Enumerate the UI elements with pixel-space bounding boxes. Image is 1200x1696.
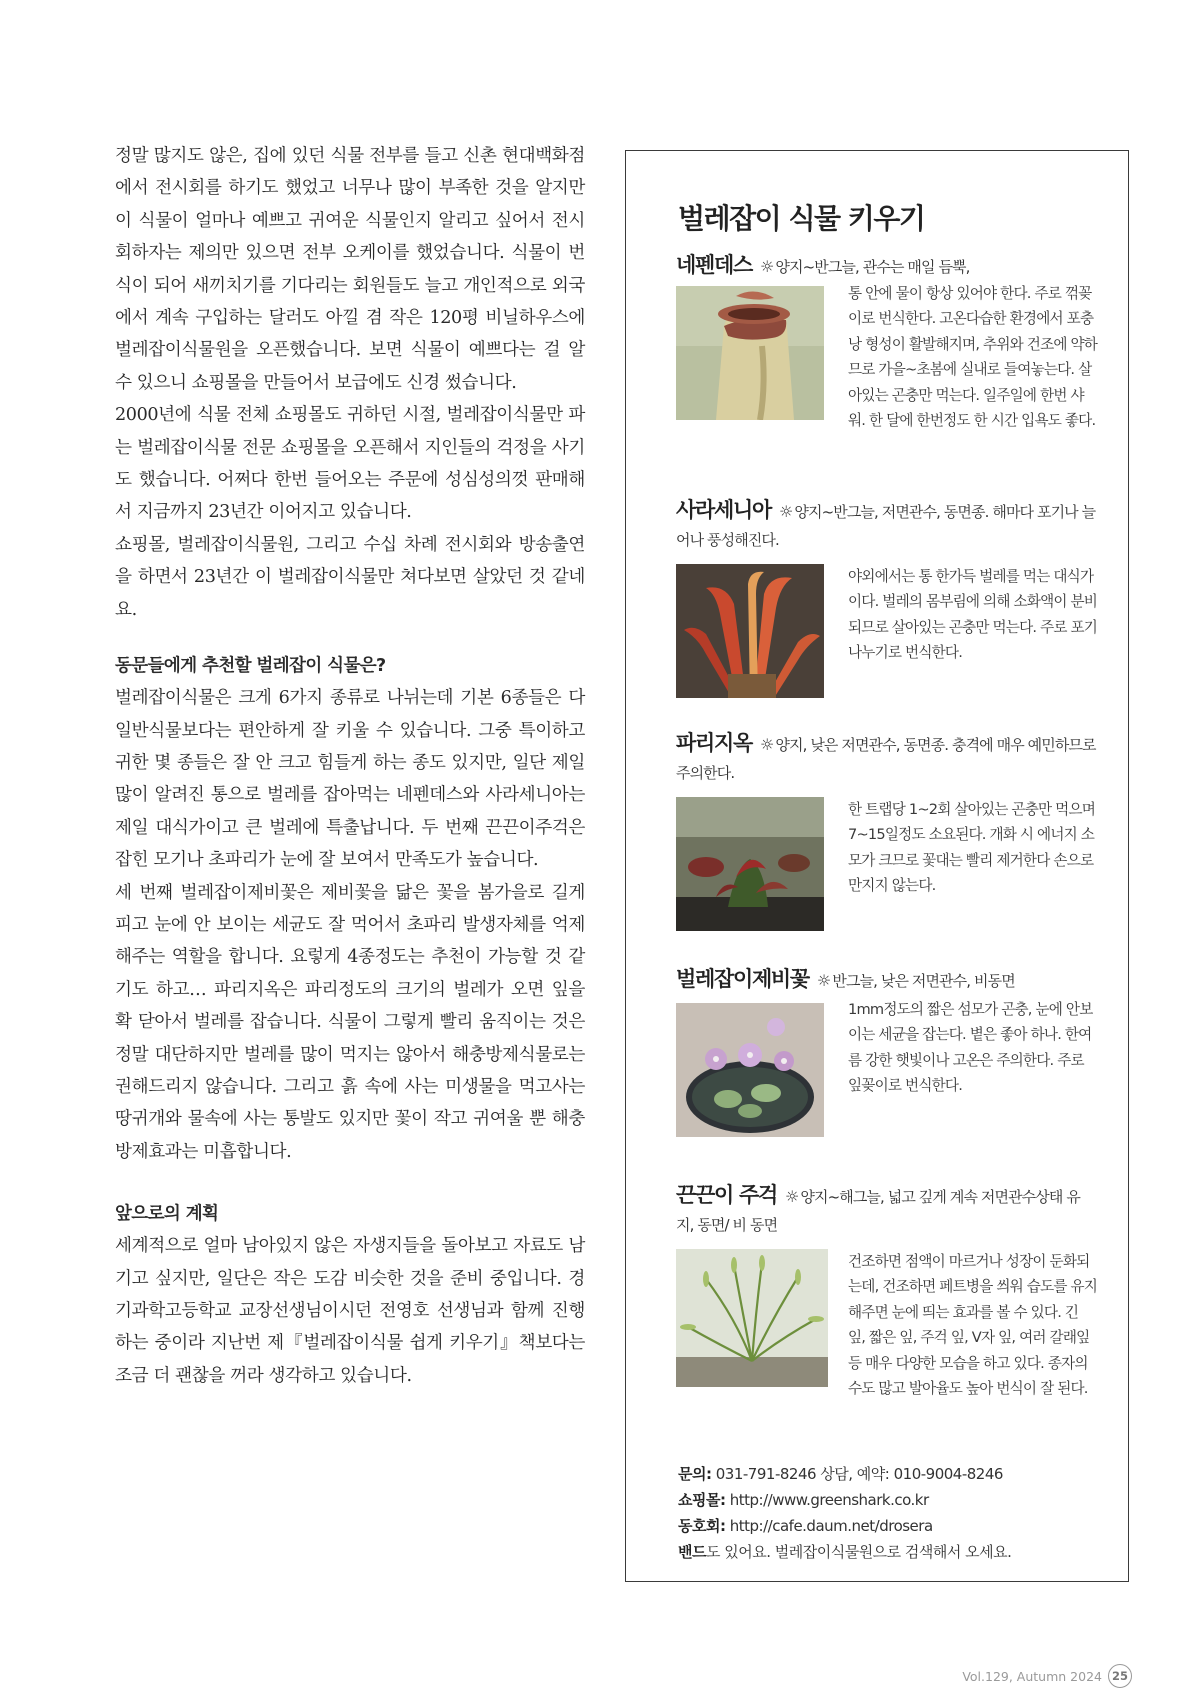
contact-inquiry	[678, 1461, 1108, 1487]
article-body	[115, 140, 585, 1392]
plant-description: 1mm정도의 짧은 섬모가 곤충, 눈에 안보이는 세균을 잡는다. 볕은 좋아 하나. 한여름 강한 햇빛이나 고온은 주의한다. 주로 잎꽂이로 번식한다.	[848, 1001, 1093, 1095]
paragraph-six-types: 벌레잡이식물은 크게 6가지 종류로 나뉘는데 기본 6종들은 다 일반식물보다는 편안하게 잘 키울 수 있습니다. 그중 특이하고 귀한 몇 종들은 잘 안 크고 힘들게 하는 종도 있지만, 일단 제일 많이 알려진 통으로 벌레를 잡아먹는 네펜데스와 사라세니아는 제일 대식가이고 큰 벌레에 특출납니다. 두 번째 끈끈이주걱은 잡힌 모기나 초파리가 눈에 잘 보여서 만족도가 높습니다.	[115, 688, 585, 871]
plant-name: 사라세니아	[676, 498, 771, 522]
plant-heading	[676, 965, 1096, 995]
plant-venus-flytrap	[676, 729, 1096, 895]
plant-care: 반그늘, 낮은 저면관수, 비동면	[832, 972, 1015, 990]
venus-flytrap-photo	[676, 797, 824, 931]
page-footer	[962, 1664, 1132, 1688]
issue-label: Vol.129, Autumn 2024	[962, 1668, 1102, 1684]
plant-nepenthes	[676, 251, 1098, 430]
sun-icon: ☼	[778, 502, 793, 521]
shop-url-link[interactable]: http://www.greenshark.co.kr	[729, 1491, 929, 1509]
plant-butterwort	[676, 965, 1096, 1095]
sun-icon: ☼	[816, 971, 831, 990]
sun-icon: ☼	[784, 1187, 799, 1206]
page-number: 25	[1108, 1664, 1132, 1688]
contact-club-label: 동호회:	[678, 1517, 726, 1535]
plant-description: 건조하면 점액이 마르거나 성장이 둔화되는데, 건조하면 페트병을 씌워 습도를 유지해주면 눈에 띄는 효과를 볼 수 있다. 긴 잎, 짧은 잎, 주걱 잎, V자 잎, 여러 갈래잎 등 매우 다양한 모습을 하고 있다. 종자의 수도 많고 발아율도 높아 번식이 잘 된다.	[848, 1253, 1098, 1398]
club-url-link[interactable]: http://cafe.daum.net/drosera	[729, 1517, 933, 1535]
plant-care: 양지~반그늘, 관수는 매일 듬뿍,	[775, 258, 970, 276]
contact-club	[678, 1513, 1108, 1539]
plant-name: 벌레잡이제비꽃	[676, 967, 809, 991]
paragraph-field-guide: 세계적으로 얼마 남아있지 않은 자생지들을 돌아보고 자료도 남기고 싶지만, 일단은 작은 도감 비슷한 것을 준비 중입니다. 경기과학고등학교 교장선생님이시던 전영호 선생님과 함께 진행하는 중이라 지난번 제『벌레잡이식물 쉽게 키우기』책보다는 조금 더 괜찮을 꺼라 생각하고 있습니다.	[115, 1236, 585, 1386]
care-guide-title: 벌레잡이 식물 키우기	[678, 202, 925, 235]
plant-description: 한 트랩당 1~2회 살아있는 곤충만 먹으며 7~15일정도 소요된다. 개화 시 에너지 소모가 크므로 꽃대는 빨리 제거한다 손으로 만지지 않는다.	[848, 801, 1096, 895]
sundew-photo	[676, 1249, 828, 1387]
paragraph-exhibitions: 정말 많지도 않은, 집에 있던 식물 전부를 들고 신촌 현대백화점에서 전시회를 하기도 했었고 너무나 많이 부족한 것을 알지만 이 식물이 얼마나 예쁘고 귀여운 식물인지 알리고 싶어서 전시회하자는 제의만 있으면 전부 오케이를 했었습니다. 식물이 번식이 되어 새끼치기를 기다리는 회원들도 늘고 개인적으로 외국에서 계속 구입하는 달러도 아낄 겸 작은 120평 비닐하우스에 벌레잡이식물원을 오픈했습니다. 보면 식물이 예쁘다는 걸 알 수 있으니 쇼핑몰을 만들어서 보급에도 신경 썼습니다.	[115, 146, 585, 393]
contact-shop	[678, 1487, 1108, 1513]
plant-description: 야외에서는 통 한가득 벌레를 먹는 대식가이다. 벌레의 몸부림에 의해 소화액이 분비되므로 살아있는 곤충만 먹는다. 주로 포기나누기로 번식한다.	[848, 568, 1098, 662]
plant-name: 끈끈이 주걱	[676, 1183, 777, 1207]
plant-heading	[676, 1181, 1096, 1239]
sarracenia-photo	[676, 564, 824, 698]
plant-description: 통 안에 물이 항상 있어야 한다. 주로 꺾꽂이로 번식한다. 고온다습한 환경에서 포충낭 형성이 활발해지며, 추위와 건조에 약하므로 가을~초봄에 실내로 들여놓는다. 살아있는 곤충만 먹는다. 일주일에 한번 샤워. 한 달에 한번정도 한 시간 입욕도 좋다.	[848, 285, 1098, 430]
contact-band-label: 밴드	[678, 1543, 706, 1561]
plant-heading	[676, 729, 1096, 787]
sun-icon: ☼	[759, 735, 774, 754]
paragraph-butterwort: 세 번째 벌레잡이제비꽃은 제비꽃을 닮은 꽃을 봄가을로 길게 피고 눈에 안 보이는 세균도 잘 먹어서 초파리 발생자체를 억제해주는 역할을 합니다. 요렇게 4종정도는 추천이 가능할 것 같기도 하고… 파리지옥은 파리정도의 크기의 벌레가 오면 잎을 확 닫아서 벌레를 잡습니다. 식물이 그렇게 빨리 움직이는 것은 정말 대단하지만 벌레를 많이 먹지는 않아서 해충방제식물로는 권해드리지 않습니다. 그리고 흙 속에 사는 미생물을 먹고사는 땅귀개와 물속에 사는 통발도 있지만 꽃이 작고 귀여울 뿐 해충방제효과는 미흡합니다.	[115, 882, 585, 1162]
contact-band-value: 도 있어요. 벌레잡이식물원으로 검색해서 오세요.	[705, 1543, 1012, 1561]
contact-info	[678, 1461, 1108, 1565]
paragraph-online-shop: 2000년에 식물 전체 쇼핑몰도 귀하던 시절, 벌레잡이식물만 파는 벌레잡이식물 전문 쇼핑몰을 오픈해서 지인들의 걱정을 사기도 했습니다. 어쩌다 한번 들어오는 주문에 성심성의껏 판매해서 지금까지 23년간 이어지고 있습니다.	[115, 405, 585, 523]
care-guide-box	[625, 150, 1129, 1582]
plant-care: 양지~해그늘, 넓고 깊게 계속 저면관수상태 유지, 동면/ 비 동면	[676, 1188, 1080, 1234]
heading-recommended-plants: 동문들에게 추천할 벌레잡이 식물은?	[115, 656, 386, 677]
butterwort-photo	[676, 1003, 824, 1137]
sun-icon: ☼	[759, 257, 774, 276]
contact-shop-label: 쇼핑몰:	[678, 1491, 726, 1509]
nepenthes-photo	[676, 286, 824, 420]
plant-name: 파리지옥	[676, 731, 752, 755]
plant-heading	[676, 496, 1096, 554]
paragraph-23-years: 쇼핑몰, 벌레잡이식물원, 그리고 수십 차례 전시회와 방송출연을 하면서 23년간 이 벌레잡이식물만 쳐다보면 살았던 것 같네요.	[115, 534, 585, 620]
contact-inquiry-value: 031-791-8246 상담, 예약: 010-9004-8246	[715, 1465, 1003, 1483]
plant-care: 양지~반그늘, 저면관수, 동면종. 해마다 포기나 늘어나 풍성해진다.	[676, 503, 1096, 549]
plant-heading	[676, 251, 1096, 281]
contact-inquiry-label: 문의:	[678, 1465, 712, 1483]
plant-name: 네펜데스	[676, 253, 752, 277]
plant-care: 양지, 낮은 저면관수, 동면종. 충격에 매우 예민하므로 주의한다.	[676, 736, 1096, 782]
heading-future-plans: 앞으로의 계획	[115, 1204, 219, 1225]
contact-band	[678, 1539, 1108, 1565]
plant-sarracenia	[676, 496, 1098, 662]
plant-sundew	[676, 1181, 1098, 1398]
